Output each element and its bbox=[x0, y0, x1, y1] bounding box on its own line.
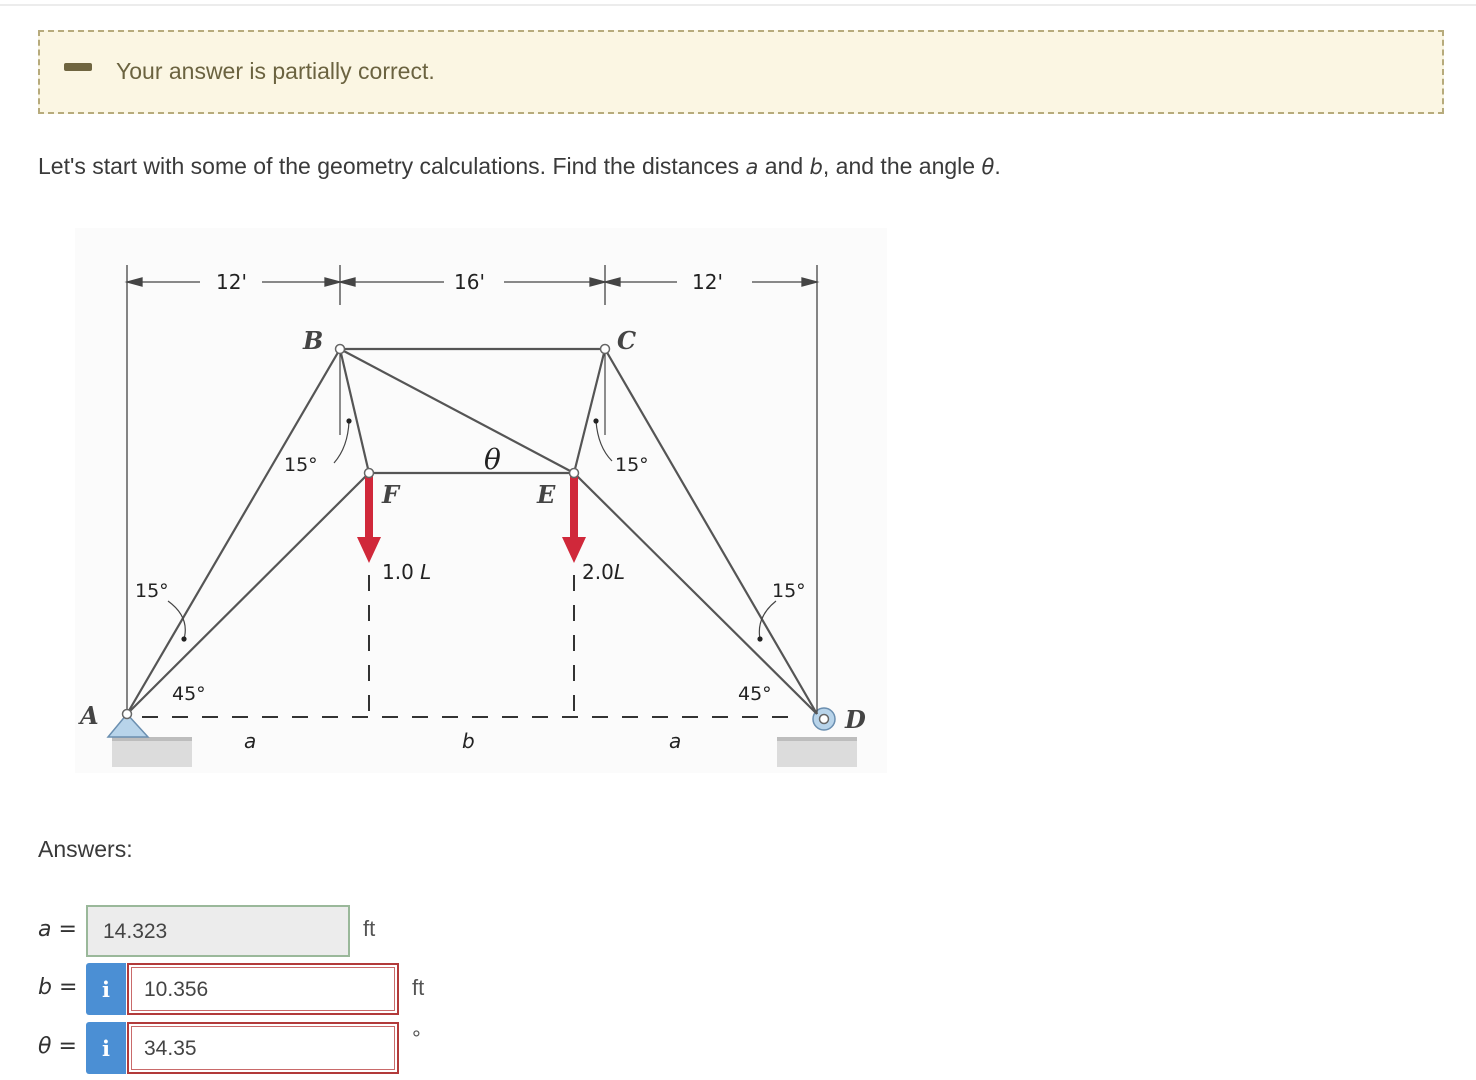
answer-a-unit: ft bbox=[363, 916, 376, 941]
answer-b-input[interactable]: 10.356 bbox=[127, 963, 399, 1015]
distance-a-right-label: a bbox=[669, 729, 682, 753]
top-divider bbox=[0, 4, 1476, 6]
question-text: Let's start with some of the geometry calculations. Find the distances a and b, and the angle θ. bbox=[38, 153, 1001, 179]
node-C-label: C bbox=[617, 326, 637, 355]
answer-theta-label: θ = bbox=[38, 1034, 77, 1059]
distance-a-left-label: a bbox=[244, 729, 257, 753]
answer-theta-input[interactable]: 34.35 bbox=[127, 1022, 399, 1074]
ground-right bbox=[777, 737, 857, 767]
dim-left-label: 12' bbox=[216, 270, 247, 294]
angle-D-lower-label: 45° bbox=[738, 683, 772, 705]
feedback-message: Your answer is partially correct. bbox=[116, 58, 435, 84]
node-E-label: E bbox=[537, 480, 556, 509]
answer-theta-unit: ° bbox=[412, 1026, 421, 1051]
answer-b-info-button[interactable]: i bbox=[86, 963, 126, 1015]
answer-theta-info-button[interactable]: i bbox=[86, 1022, 126, 1074]
dim-middle-label: 16' bbox=[454, 270, 485, 294]
truss-diagram bbox=[72, 225, 892, 785]
angle-A-lower-label: 45° bbox=[172, 683, 206, 705]
theta-label: θ bbox=[484, 443, 501, 476]
answer-a-input[interactable]: 14.323 bbox=[86, 905, 350, 957]
angle-A-upper-label: 15° bbox=[135, 580, 169, 602]
distance-b-label: b bbox=[462, 729, 475, 753]
answer-a-label: a = bbox=[38, 917, 77, 942]
angle-B-label: 15° bbox=[284, 454, 318, 476]
load-E-label: 2.0L bbox=[582, 560, 625, 584]
answers-heading: Answers: bbox=[38, 836, 133, 862]
feedback-banner bbox=[38, 30, 1444, 114]
minus-icon bbox=[64, 63, 92, 71]
dim-right-label: 12' bbox=[692, 270, 723, 294]
node-F-label: F bbox=[382, 480, 400, 509]
node-B-label: B bbox=[303, 326, 324, 355]
node-D-label: D bbox=[845, 705, 866, 734]
node-A-label: A bbox=[80, 701, 99, 730]
answer-b-unit: ft bbox=[412, 975, 425, 1000]
answer-b-label: b = bbox=[38, 975, 78, 1000]
ground-left bbox=[112, 737, 192, 767]
load-F-label: 1.0 L bbox=[382, 560, 432, 584]
angle-C-label: 15° bbox=[615, 454, 649, 476]
angle-D-upper-label: 15° bbox=[772, 580, 806, 602]
